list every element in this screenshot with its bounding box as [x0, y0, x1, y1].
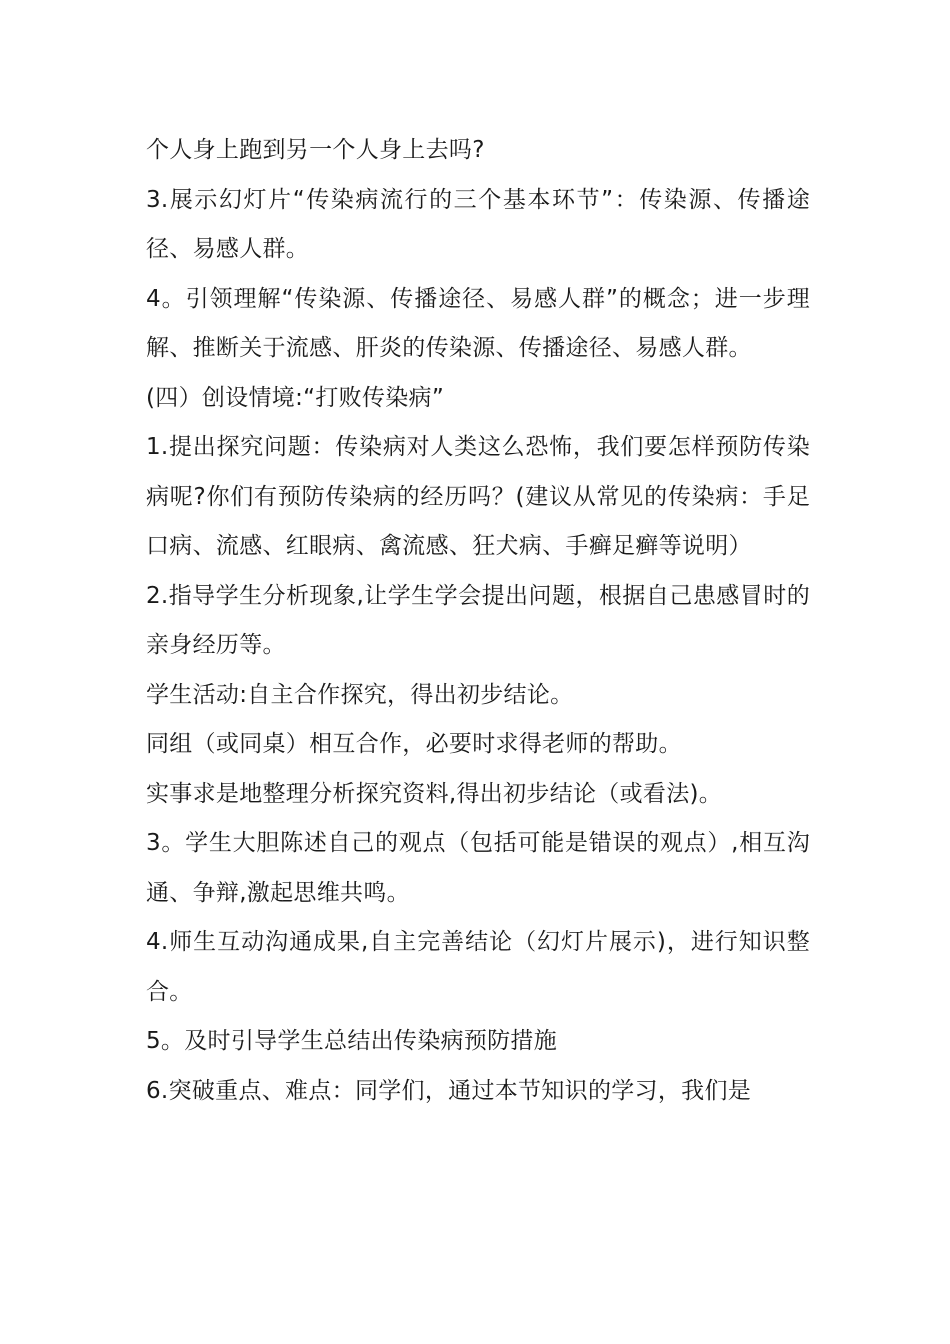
- paragraph-group-cooperation: 同组（或同桌）相互合作，必要时求得老师的帮助。: [146, 731, 682, 757]
- section-heading-4: (四）创设情境:“打败传染病”: [146, 384, 445, 411]
- paragraph-step-5: 5。及时引导学生总结出传染病预防措施: [146, 1028, 558, 1054]
- paragraph-student-activity: 学生活动:自主合作探究，得出初步结论。: [146, 681, 574, 708]
- paragraph-guidance-2: 2.指导学生分析现象,让学生学会提出问题，根据自己患感冒时的亲身经历等。: [146, 582, 810, 658]
- paragraph-step-3: 3.展示幻灯片“传染病流行的三个基本环节”：传染源、传播途径、易感人群。: [146, 186, 810, 262]
- paragraph-step-4: 4。引领理解“传染源、传播途径、易感人群”的概念；进一步理解、推断关于流感、肝炎的传染源、传播途径、易感人群。: [146, 285, 810, 361]
- document-body: [146, 126, 810, 1116]
- paragraph-step-4-integration: 4.师生互动沟通成果,自主完善结论（幻灯片展示)，进行知识整合。: [146, 929, 810, 1005]
- paragraph-continuation: 个人身上跑到另一个人身上去吗?: [146, 137, 485, 163]
- paragraph-organize-data: 实事求是地整理分析探究资料,得出初步结论（或看法)。: [146, 780, 723, 807]
- paragraph-question-1: 1.提出探究问题：传染病对人类这么恐怖，我们要怎样预防传染病呢?你们有预防传染病的经历吗？(建议从常见的传染病：手足口病、流感、红眼病、禽流感、狂犬病、手癣足癣等说明）: [146, 434, 810, 559]
- paragraph-step-6: 6.突破重点、难点：同学们，通过本节知识的学习，我们是: [146, 1077, 752, 1104]
- paragraph-step-3-discussion: 3。学生大胆陈述自己的观点（包括可能是错误的观点）,相互沟通、争辩,激起思维共鸣。: [146, 830, 810, 906]
